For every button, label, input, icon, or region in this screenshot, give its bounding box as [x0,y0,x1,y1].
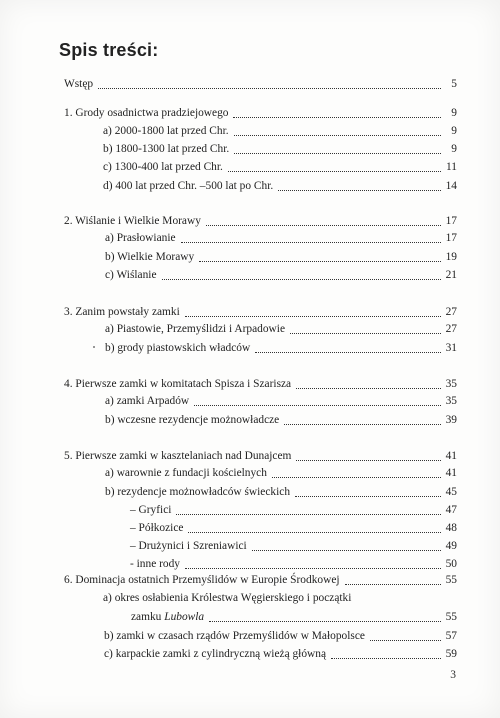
toc-entry [104,646,457,662]
toc-entry-label: c) Wiślanie [105,269,157,281]
toc-entry-label: a) zamki Arpadów [105,395,190,407]
dot-leader [295,495,441,497]
toc-entry-label [131,609,204,625]
dot-leader [234,134,441,136]
dot-leader [185,567,441,569]
toc-entry-label: Wstęp [64,78,94,90]
toc-entry-label: a) warownie z fundacji kościelnych [105,467,267,479]
dot-leader [206,224,441,226]
toc-entry-label: c) karpackie zamki z cylindryczną wieżą główną [104,648,327,660]
toc-entry-page: 14 [445,180,457,192]
toc-entry-page: 9 [451,107,457,119]
dot-leader [188,531,441,533]
toc-entry-page: 35 [445,395,457,407]
toc-entry-label: 6. Dominacja ostatnich Przemyślidów w Europie Środkowej [64,574,340,586]
dot-leader [284,423,441,425]
dot-leader [98,87,441,89]
dot-leader [194,404,441,406]
toc-entry [105,249,457,265]
toc-entry-page: 41 [445,467,457,479]
toc-entry-label: – Gryfici [130,504,172,516]
scan-speck [93,346,95,348]
toc-entry [105,321,457,337]
dot-leader [370,639,441,641]
toc-entry [103,123,457,139]
toc-entry [103,159,457,175]
toc-entry [105,465,457,481]
toc-entry [105,230,457,246]
toc-entry-page: 19 [445,251,457,263]
toc-entry-page: 11 [446,161,457,173]
dot-leader [345,583,441,585]
toc-entry-page: 17 [445,232,457,244]
dot-leader [255,351,441,353]
toc-entry [130,520,457,536]
toc-entry-page: 55 [445,574,457,586]
toc-entry-page: 9 [451,125,457,137]
toc-entry-label: a) okres osłabienia Królestwa Węgierskiego i początki [103,592,352,604]
toc-entry-label: b) rezydencje możnowładców świeckich [105,486,291,498]
toc-entry [104,628,457,644]
dot-leader [272,476,441,478]
toc-entry [64,304,457,320]
dot-leader [181,241,441,243]
toc-entry-label: 1. Grody osadnictwa pradziejowego [64,107,229,119]
toc-entry [130,502,457,518]
toc-entry-label: – Drużynici i Szreniawici [130,540,247,552]
dot-leader [185,315,441,317]
toc-entry-label: b) grody piastowskich władców [105,342,251,354]
toc-entry-page: 47 [445,504,457,516]
toc-entry [105,393,457,409]
dot-leader [233,116,441,118]
dot-leader [176,513,441,515]
toc-entry-page: 27 [445,306,457,318]
toc-heading: Spis treści: [59,40,159,60]
dot-leader [290,332,441,334]
toc-entry [105,267,457,283]
toc-entry-page: 50 [445,558,457,570]
toc-entry-label: 5. Pierwsze zamki w kasztelaniach nad Dunajcem [64,450,292,462]
dot-leader [209,620,441,622]
toc-entry-label-text: zamku [131,611,162,623]
toc-entry [103,590,457,606]
toc-entry [64,105,457,121]
toc-entry [105,412,457,428]
toc-entry-page: 31 [445,342,457,354]
toc-entry-label: 3. Zanim powstały zamki [64,306,180,318]
dot-leader [278,189,441,191]
toc-entry-page: 35 [445,378,457,390]
toc-entry-label: 2. Wiślanie i Wielkie Morawy [64,215,201,227]
toc-entry-page: 55 [445,611,457,623]
toc-entry-page: 21 [445,269,457,281]
toc-entry-page: 41 [445,450,457,462]
toc-entry-label: b) Wielkie Morawy [105,251,195,263]
toc-entry-label: a) Prasłowianie [105,232,176,244]
toc-entry [105,484,457,500]
toc-entry [64,76,457,92]
toc-entry-page: 9 [451,143,457,155]
dot-leader [228,170,441,172]
toc-entry-label: a) Piastowie, Przemyślidzi i Arpadowie [105,323,285,335]
toc-entry-page: 59 [445,648,457,660]
toc-entry-page: 39 [445,414,457,426]
toc-entry-page: 49 [445,540,457,552]
dot-leader [234,152,441,154]
toc-entry [131,609,457,625]
toc-entry [103,178,457,194]
dot-leader [199,260,441,262]
dot-leader [296,459,441,461]
toc-entry-label: d) 400 lat przed Chr. –500 lat po Chr. [103,180,274,192]
dot-leader [162,278,441,280]
toc-entry-label: c) 1300-400 lat przed Chr. [103,161,223,173]
dot-leader [252,549,441,551]
toc-entry-label: – Półkozice [130,522,184,534]
toc-entry [105,340,457,356]
toc-entry-page: 27 [445,323,457,335]
dot-leader [331,657,441,659]
toc-entry [64,448,457,464]
page-number: 3 [450,669,456,681]
toc-entry-label: b) zamki w czasach rządów Przemyślidów w Małopolsce [104,630,365,642]
toc-entry-page: 57 [445,630,457,642]
toc-entry-page: 17 [445,215,457,227]
toc-entry [64,213,457,229]
toc-entry [64,572,457,588]
toc-entry [130,556,457,572]
toc-entry-label: - inne rody [130,558,180,570]
toc-entry-label: 4. Pierwsze zamki w komitatach Spisza i Szarisza [64,378,292,390]
toc-entry-label: b) wczesne rezydencje możnowładcze [105,414,280,426]
toc-entry-label: b) 1800-1300 lat przed Chr. [103,143,230,155]
toc-entry-page: 45 [445,486,457,498]
toc-entry [130,538,457,554]
toc-entry-label: a) 2000-1800 lat przed Chr. [103,125,229,137]
toc-entry [103,141,457,157]
dot-leader [296,387,441,389]
toc-entry-page: 48 [445,522,457,534]
toc-entry-label-italic: Lubowla [164,611,205,623]
toc-entry-page: 5 [451,78,457,90]
toc-entry [64,376,457,392]
